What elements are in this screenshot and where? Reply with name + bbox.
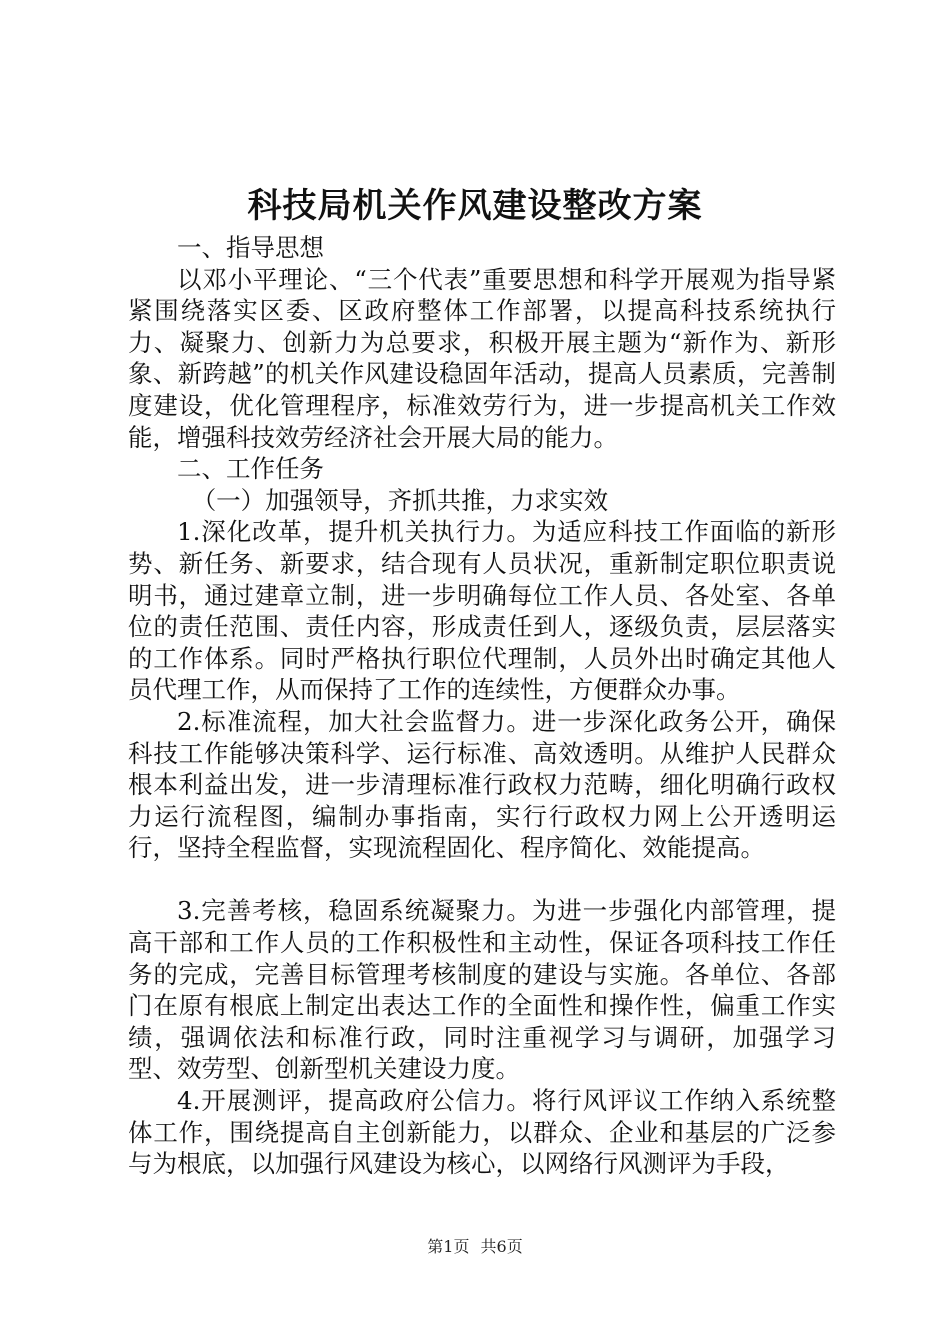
paragraph-item-2: 2.标准流程，加大社会监督力。进一步深化政务公开，确保科技工作能够决策科学、运行标准、高效透明。从维护人民群众根本利益出发，进一步清理标准行政权力范畴，细化明确行政权力运行流程图，编制办事指南，实行行政权力网上公开透明运行，坚持全程监督，实现流程固化、程序简化、效能提高。 (128, 706, 836, 863)
paragraph-item-4: 4.开展测评，提高政府公信力。将行风评议工作纳入系统整体工作，围绕提高自主创新能力，以群众、企业和基层的广泛参与为根底，以加强行风建设为核心，以网络行风测评为手段， (128, 1086, 836, 1179)
paragraph-guiding-ideology: 以邓小平理论、“三个代表”重要思想和科学开展观为指导紧紧围绕落实区委、区政府整体工作部署，以提高科技系统执行力、凝聚力、创新力为总要求，积极开展主题为“新作为、新形象、新跨越”的机关作风建设稳固年活动，提高人员素质，完善制度建设，优化管理程序，标准效劳行为，进一步提高机关工作效能，增强科技效劳经济社会开展大局的能力。 (128, 264, 836, 452)
section-heading-work-tasks: 二、工作任务 (177, 454, 324, 484)
paragraph-item-3: 3.完善考核，稳固系统凝聚力。为进一步强化内部管理，提高干部和工作人员的工作积极性和主动性，保证各项科技工作任务的完成，完善目标管理考核制度的建设与实施。各单位、各部门在原有根底上制定出表达工作的全面性和操作性，偏重工作实绩，强调依法和标准行政，同时注重视学习与调研，加强学习型、效劳型、创新型机关建设力度。 (128, 896, 836, 1084)
paragraph-item-1: 1.深化改革，提升机关执行力。为适应科技工作面临的新形势、新任务、新要求，结合现有人员状况，重新制定职位职责说明书，通过建章立制，进一步明确每位工作人员、各处室、各单位的责任范围、责任内容，形成责任到人，逐级负责，层层落实的工作体系。同时严格执行职位代理制，人员外出时确定其他人员代理工作，从而保持了工作的连续性，方便群众办事。 (128, 517, 836, 705)
document-body (128, 232, 836, 1180)
paragraph-gap (128, 864, 836, 896)
page-footer (0, 1236, 950, 1258)
page-total: 共6页 (480, 1237, 523, 1256)
document-title: 科技局机关作风建设整改方案 (247, 186, 703, 226)
section-heading-guiding-ideology: 一、指导思想 (177, 233, 324, 262)
subsection-heading-leadership: （一）加强领导，齐抓共推，力求实效 (191, 485, 609, 515)
page-number: 第1页 (427, 1237, 470, 1256)
